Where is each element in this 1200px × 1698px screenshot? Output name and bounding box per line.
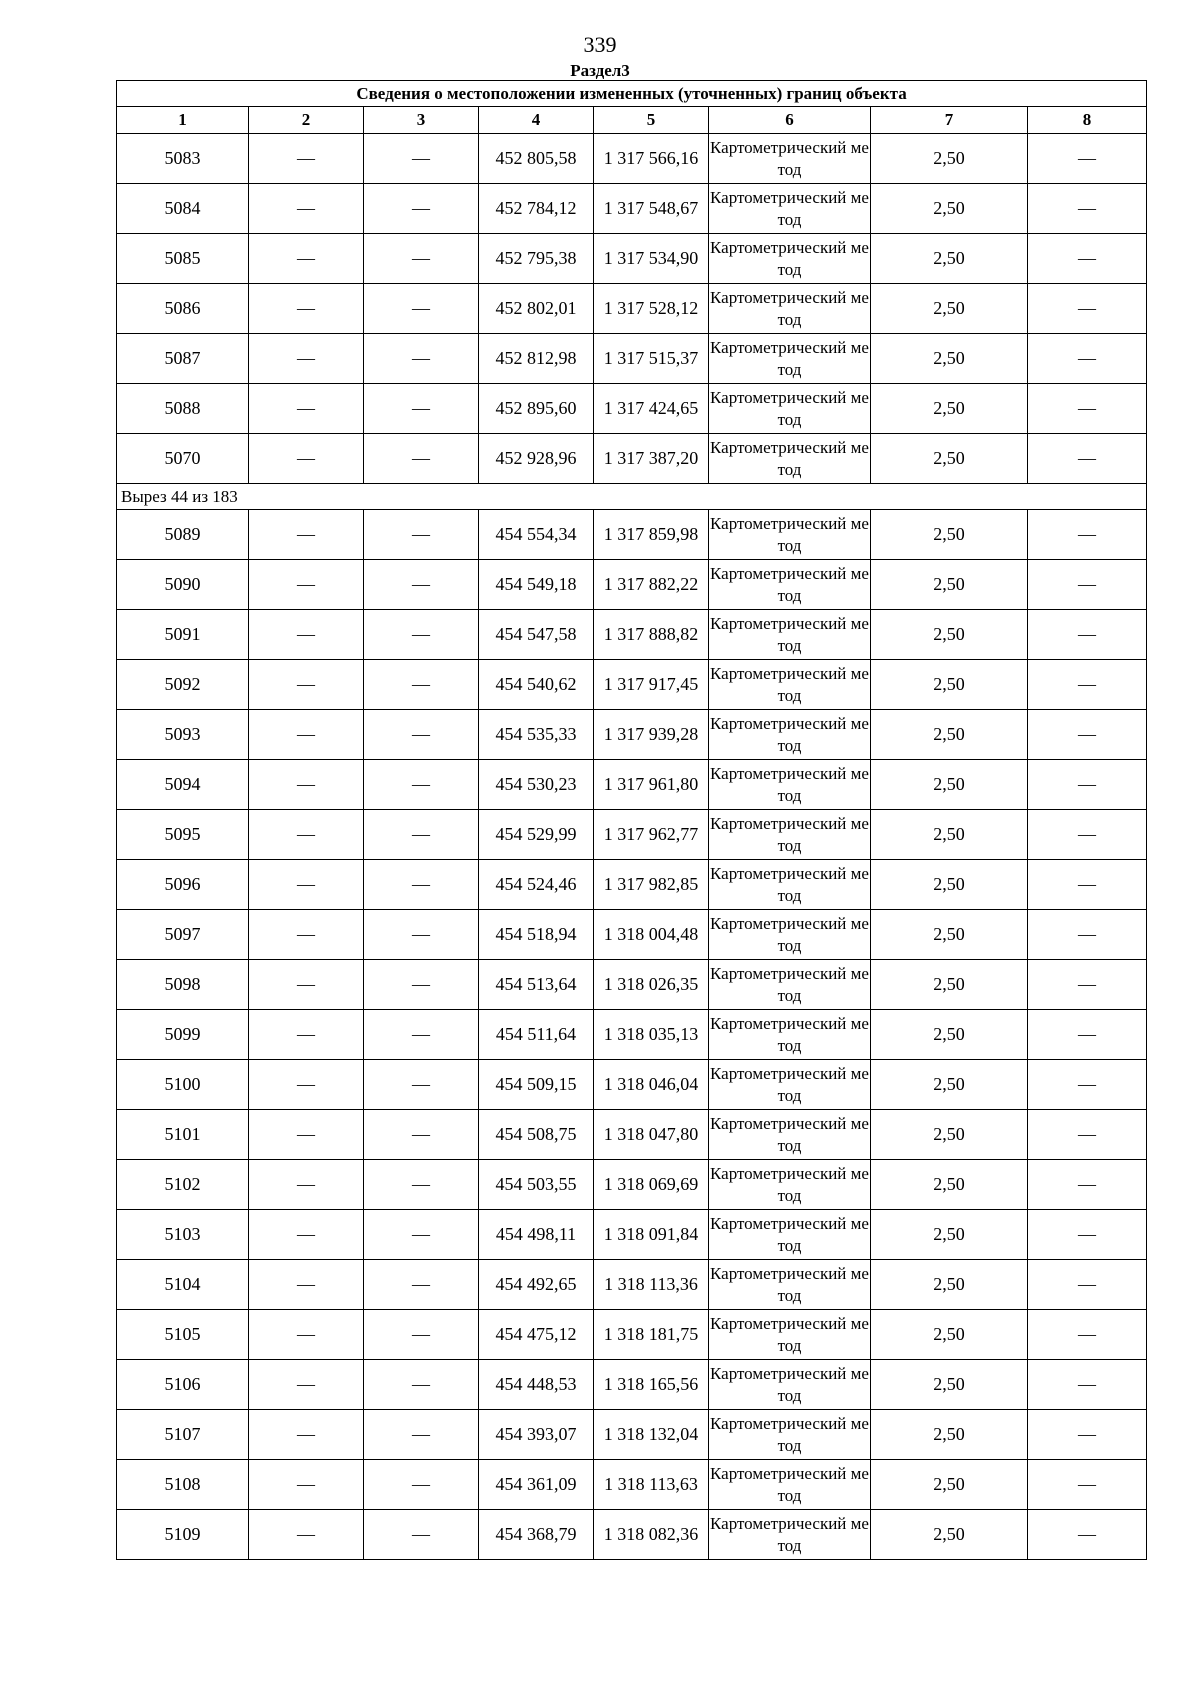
precision-cell: 2,50	[871, 760, 1028, 810]
point-number-cell: 5083	[117, 134, 249, 184]
point-number-cell: 5094	[117, 760, 249, 810]
column3-cell: —	[364, 134, 479, 184]
method-cell: Картометрический метод	[709, 1010, 871, 1060]
table-row	[117, 1210, 1147, 1260]
precision-cell: 2,50	[871, 1060, 1028, 1110]
column-header-row	[117, 107, 1147, 134]
x-coordinate-cell: 454 393,07	[479, 1410, 594, 1460]
x-coordinate-cell: 454 540,62	[479, 660, 594, 710]
column3-cell: —	[364, 1310, 479, 1360]
method-cell: Картометрический метод	[709, 1360, 871, 1410]
column3-cell: —	[364, 1410, 479, 1460]
precision-cell: 2,50	[871, 434, 1028, 484]
x-coordinate-cell: 452 784,12	[479, 184, 594, 234]
method-cell: Картометрический метод	[709, 760, 871, 810]
subsection-row	[117, 484, 1147, 510]
y-coordinate-cell: 1 318 069,69	[594, 1160, 709, 1210]
column8-cell: —	[1028, 1360, 1147, 1410]
precision-cell: 2,50	[871, 234, 1028, 284]
table-row	[117, 1110, 1147, 1160]
x-coordinate-cell: 454 361,09	[479, 1460, 594, 1510]
y-coordinate-cell: 1 317 387,20	[594, 434, 709, 484]
method-cell: Картометрический метод	[709, 660, 871, 710]
point-number-cell: 5097	[117, 910, 249, 960]
method-cell: Картометрический метод	[709, 1260, 871, 1310]
point-number-cell: 5106	[117, 1360, 249, 1410]
page-number: 339	[583, 32, 617, 57]
method-cell: Картометрический метод	[709, 284, 871, 334]
x-coordinate-cell: 454 448,53	[479, 1360, 594, 1410]
column3-cell: —	[364, 334, 479, 384]
table-row	[117, 510, 1147, 560]
x-coordinate-cell: 454 535,33	[479, 710, 594, 760]
table-row	[117, 710, 1147, 760]
method-cell: Картометрический метод	[709, 384, 871, 434]
precision-cell: 2,50	[871, 184, 1028, 234]
column8-cell: —	[1028, 1460, 1147, 1510]
x-coordinate-cell: 454 530,23	[479, 760, 594, 810]
table-row	[117, 660, 1147, 710]
column-header: 6	[709, 107, 871, 134]
point-number-cell: 5102	[117, 1160, 249, 1210]
column8-cell: —	[1028, 960, 1147, 1010]
column3-cell: —	[364, 434, 479, 484]
column2-cell: —	[249, 960, 364, 1010]
method-cell: Картометрический метод	[709, 1460, 871, 1510]
x-coordinate-cell: 452 805,58	[479, 134, 594, 184]
column8-cell: —	[1028, 1010, 1147, 1060]
column8-cell: —	[1028, 560, 1147, 610]
point-number-cell: 5108	[117, 1460, 249, 1510]
column8-cell: —	[1028, 610, 1147, 660]
precision-cell: 2,50	[871, 1010, 1028, 1060]
column8-cell: —	[1028, 1410, 1147, 1460]
table-row	[117, 1360, 1147, 1410]
column3-cell: —	[364, 660, 479, 710]
method-cell: Картометрический метод	[709, 1210, 871, 1260]
method-cell: Картометрический метод	[709, 910, 871, 960]
x-coordinate-cell: 452 802,01	[479, 284, 594, 334]
method-cell: Картометрический метод	[709, 334, 871, 384]
table-row	[117, 1460, 1147, 1510]
x-coordinate-cell: 454 503,55	[479, 1160, 594, 1210]
column8-cell: —	[1028, 384, 1147, 434]
precision-cell: 2,50	[871, 1460, 1028, 1510]
point-number-cell: 5092	[117, 660, 249, 710]
column3-cell: —	[364, 960, 479, 1010]
x-coordinate-cell: 452 795,38	[479, 234, 594, 284]
column8-cell: —	[1028, 284, 1147, 334]
precision-cell: 2,50	[871, 560, 1028, 610]
column2-cell: —	[249, 860, 364, 910]
column2-cell: —	[249, 1410, 364, 1460]
point-number-cell: 5093	[117, 710, 249, 760]
point-number-cell: 5104	[117, 1260, 249, 1310]
point-number-cell: 5107	[117, 1410, 249, 1460]
table-row	[117, 1060, 1147, 1110]
column2-cell: —	[249, 1160, 364, 1210]
point-number-cell: 5109	[117, 1510, 249, 1560]
column2-cell: —	[249, 1360, 364, 1410]
table-row	[117, 960, 1147, 1010]
precision-cell: 2,50	[871, 284, 1028, 334]
x-coordinate-cell: 454 508,75	[479, 1110, 594, 1160]
column-header: 3	[364, 107, 479, 134]
column8-cell: —	[1028, 910, 1147, 960]
column2-cell: —	[249, 184, 364, 234]
point-number-cell: 5091	[117, 610, 249, 660]
x-coordinate-cell: 454 498,11	[479, 1210, 594, 1260]
method-cell: Картометрический метод	[709, 1160, 871, 1210]
table-row	[117, 1160, 1147, 1210]
column2-cell: —	[249, 710, 364, 760]
column2-cell: —	[249, 660, 364, 710]
method-cell: Картометрический метод	[709, 1410, 871, 1460]
section-title: Раздел3	[570, 61, 630, 80]
table-row	[117, 1260, 1147, 1310]
table-row	[117, 184, 1147, 234]
x-coordinate-cell: 454 368,79	[479, 1510, 594, 1560]
column3-cell: —	[364, 1260, 479, 1310]
point-number-cell: 5105	[117, 1310, 249, 1360]
method-cell: Картометрический метод	[709, 810, 871, 860]
column2-cell: —	[249, 1260, 364, 1310]
x-coordinate-cell: 454 511,64	[479, 1010, 594, 1060]
column3-cell: —	[364, 1510, 479, 1560]
x-coordinate-cell: 454 529,99	[479, 810, 594, 860]
column8-cell: —	[1028, 334, 1147, 384]
method-cell: Картометрический метод	[709, 610, 871, 660]
column2-cell: —	[249, 1310, 364, 1360]
column3-cell: —	[364, 910, 479, 960]
precision-cell: 2,50	[871, 1260, 1028, 1310]
point-number-cell: 5089	[117, 510, 249, 560]
y-coordinate-cell: 1 318 082,36	[594, 1510, 709, 1560]
table-row	[117, 284, 1147, 334]
point-number-cell: 5070	[117, 434, 249, 484]
table-row	[117, 860, 1147, 910]
y-coordinate-cell: 1 317 939,28	[594, 710, 709, 760]
column2-cell: —	[249, 760, 364, 810]
precision-cell: 2,50	[871, 1160, 1028, 1210]
column8-cell: —	[1028, 660, 1147, 710]
y-coordinate-cell: 1 318 113,63	[594, 1460, 709, 1510]
x-coordinate-cell: 454 509,15	[479, 1060, 594, 1110]
y-coordinate-cell: 1 317 882,22	[594, 560, 709, 610]
table-row	[117, 560, 1147, 610]
x-coordinate-cell: 452 928,96	[479, 434, 594, 484]
y-coordinate-cell: 1 317 962,77	[594, 810, 709, 860]
coordinates-table	[116, 80, 1147, 1560]
table-row	[117, 434, 1147, 484]
x-coordinate-cell: 454 518,94	[479, 910, 594, 960]
column2-cell: —	[249, 134, 364, 184]
point-number-cell: 5096	[117, 860, 249, 910]
table-row	[117, 384, 1147, 434]
column3-cell: —	[364, 184, 479, 234]
y-coordinate-cell: 1 318 165,56	[594, 1360, 709, 1410]
table-row	[117, 134, 1147, 184]
y-coordinate-cell: 1 317 534,90	[594, 234, 709, 284]
column8-cell: —	[1028, 510, 1147, 560]
point-number-cell: 5101	[117, 1110, 249, 1160]
method-cell: Картометрический метод	[709, 510, 871, 560]
method-cell: Картометрический метод	[709, 134, 871, 184]
point-number-cell: 5084	[117, 184, 249, 234]
column2-cell: —	[249, 1060, 364, 1110]
point-number-cell: 5103	[117, 1210, 249, 1260]
x-coordinate-cell: 454 547,58	[479, 610, 594, 660]
y-coordinate-cell: 1 317 566,16	[594, 134, 709, 184]
y-coordinate-cell: 1 317 515,37	[594, 334, 709, 384]
table-row	[117, 334, 1147, 384]
precision-cell: 2,50	[871, 134, 1028, 184]
column3-cell: —	[364, 560, 479, 610]
precision-cell: 2,50	[871, 1410, 1028, 1460]
column3-cell: —	[364, 760, 479, 810]
table-row	[117, 1010, 1147, 1060]
column2-cell: —	[249, 1210, 364, 1260]
method-cell: Картометрический метод	[709, 1060, 871, 1110]
y-coordinate-cell: 1 317 424,65	[594, 384, 709, 434]
column8-cell: —	[1028, 1060, 1147, 1110]
column-header: 8	[1028, 107, 1147, 134]
method-cell: Картометрический метод	[709, 434, 871, 484]
column8-cell: —	[1028, 760, 1147, 810]
precision-cell: 2,50	[871, 1510, 1028, 1560]
y-coordinate-cell: 1 318 091,84	[594, 1210, 709, 1260]
column2-cell: —	[249, 810, 364, 860]
method-cell: Картометрический метод	[709, 1110, 871, 1160]
precision-cell: 2,50	[871, 710, 1028, 760]
point-number-cell: 5087	[117, 334, 249, 384]
column2-cell: —	[249, 1510, 364, 1560]
column2-cell: —	[249, 910, 364, 960]
y-coordinate-cell: 1 317 528,12	[594, 284, 709, 334]
precision-cell: 2,50	[871, 1110, 1028, 1160]
y-coordinate-cell: 1 318 046,04	[594, 1060, 709, 1110]
precision-cell: 2,50	[871, 810, 1028, 860]
point-number-cell: 5099	[117, 1010, 249, 1060]
y-coordinate-cell: 1 318 132,04	[594, 1410, 709, 1460]
column8-cell: —	[1028, 810, 1147, 860]
x-coordinate-cell: 454 513,64	[479, 960, 594, 1010]
y-coordinate-cell: 1 318 035,13	[594, 1010, 709, 1060]
column3-cell: —	[364, 1360, 479, 1410]
column2-cell: —	[249, 510, 364, 560]
group2-rows	[117, 510, 1147, 1560]
column-header: 4	[479, 107, 594, 134]
x-coordinate-cell: 454 475,12	[479, 1310, 594, 1360]
y-coordinate-cell: 1 317 961,80	[594, 760, 709, 810]
table-caption-row	[117, 81, 1147, 107]
y-coordinate-cell: 1 318 004,48	[594, 910, 709, 960]
y-coordinate-cell: 1 318 113,36	[594, 1260, 709, 1310]
y-coordinate-cell: 1 317 548,67	[594, 184, 709, 234]
column3-cell: —	[364, 710, 479, 760]
column3-cell: —	[364, 1160, 479, 1210]
method-cell: Картометрический метод	[709, 1310, 871, 1360]
y-coordinate-cell: 1 317 888,82	[594, 610, 709, 660]
point-number-cell: 5095	[117, 810, 249, 860]
column2-cell: —	[249, 384, 364, 434]
column-header: 1	[117, 107, 249, 134]
table-caption: Сведения о местоположении измененных (уточненных) границ объекта	[117, 81, 1147, 107]
precision-cell: 2,50	[871, 334, 1028, 384]
table-row	[117, 760, 1147, 810]
point-number-cell: 5085	[117, 234, 249, 284]
column3-cell: —	[364, 234, 479, 284]
column2-cell: —	[249, 434, 364, 484]
method-cell: Картометрический метод	[709, 560, 871, 610]
x-coordinate-cell: 454 524,46	[479, 860, 594, 910]
precision-cell: 2,50	[871, 1360, 1028, 1410]
method-cell: Картометрический метод	[709, 1510, 871, 1560]
precision-cell: 2,50	[871, 610, 1028, 660]
table-row	[117, 1410, 1147, 1460]
precision-cell: 2,50	[871, 384, 1028, 434]
column-header: 2	[249, 107, 364, 134]
precision-cell: 2,50	[871, 1310, 1028, 1360]
column3-cell: —	[364, 1460, 479, 1510]
column2-cell: —	[249, 1460, 364, 1510]
column3-cell: —	[364, 810, 479, 860]
column8-cell: —	[1028, 434, 1147, 484]
column2-cell: —	[249, 334, 364, 384]
y-coordinate-cell: 1 317 917,45	[594, 660, 709, 710]
point-number-cell: 5098	[117, 960, 249, 1010]
precision-cell: 2,50	[871, 910, 1028, 960]
table-row	[117, 1510, 1147, 1560]
column8-cell: —	[1028, 184, 1147, 234]
column3-cell: —	[364, 860, 479, 910]
column8-cell: —	[1028, 1110, 1147, 1160]
precision-cell: 2,50	[871, 510, 1028, 560]
method-cell: Картометрический метод	[709, 860, 871, 910]
column3-cell: —	[364, 284, 479, 334]
column8-cell: —	[1028, 860, 1147, 910]
column3-cell: —	[364, 510, 479, 560]
point-number-cell: 5086	[117, 284, 249, 334]
group1-rows	[117, 134, 1147, 484]
y-coordinate-cell: 1 318 181,75	[594, 1310, 709, 1360]
column3-cell: —	[364, 1060, 479, 1110]
column2-cell: —	[249, 234, 364, 284]
table-row	[117, 810, 1147, 860]
column2-cell: —	[249, 560, 364, 610]
column8-cell: —	[1028, 1160, 1147, 1210]
precision-cell: 2,50	[871, 660, 1028, 710]
column3-cell: —	[364, 1110, 479, 1160]
column2-cell: —	[249, 610, 364, 660]
method-cell: Картометрический метод	[709, 710, 871, 760]
x-coordinate-cell: 454 492,65	[479, 1260, 594, 1310]
column2-cell: —	[249, 1110, 364, 1160]
column8-cell: —	[1028, 134, 1147, 184]
x-coordinate-cell: 454 554,34	[479, 510, 594, 560]
column8-cell: —	[1028, 234, 1147, 284]
method-cell: Картометрический метод	[709, 184, 871, 234]
subsection-label: Вырез 44 из 183	[117, 484, 1147, 510]
method-cell: Картометрический метод	[709, 960, 871, 1010]
column3-cell: —	[364, 384, 479, 434]
column8-cell: —	[1028, 1310, 1147, 1360]
column3-cell: —	[364, 610, 479, 660]
y-coordinate-cell: 1 318 026,35	[594, 960, 709, 1010]
column8-cell: —	[1028, 1210, 1147, 1260]
table-row	[117, 1310, 1147, 1360]
column3-cell: —	[364, 1010, 479, 1060]
column8-cell: —	[1028, 1260, 1147, 1310]
x-coordinate-cell: 454 549,18	[479, 560, 594, 610]
point-number-cell: 5088	[117, 384, 249, 434]
precision-cell: 2,50	[871, 860, 1028, 910]
y-coordinate-cell: 1 318 047,80	[594, 1110, 709, 1160]
x-coordinate-cell: 452 812,98	[479, 334, 594, 384]
y-coordinate-cell: 1 317 859,98	[594, 510, 709, 560]
point-number-cell: 5100	[117, 1060, 249, 1110]
column-header: 7	[871, 107, 1028, 134]
y-coordinate-cell: 1 317 982,85	[594, 860, 709, 910]
table-row	[117, 234, 1147, 284]
column8-cell: —	[1028, 1510, 1147, 1560]
column2-cell: —	[249, 1010, 364, 1060]
table-row	[117, 910, 1147, 960]
method-cell: Картометрический метод	[709, 234, 871, 284]
column8-cell: —	[1028, 710, 1147, 760]
x-coordinate-cell: 452 895,60	[479, 384, 594, 434]
precision-cell: 2,50	[871, 1210, 1028, 1260]
point-number-cell: 5090	[117, 560, 249, 610]
table-row	[117, 610, 1147, 660]
precision-cell: 2,50	[871, 960, 1028, 1010]
column3-cell: —	[364, 1210, 479, 1260]
column2-cell: —	[249, 284, 364, 334]
column-header: 5	[594, 107, 709, 134]
